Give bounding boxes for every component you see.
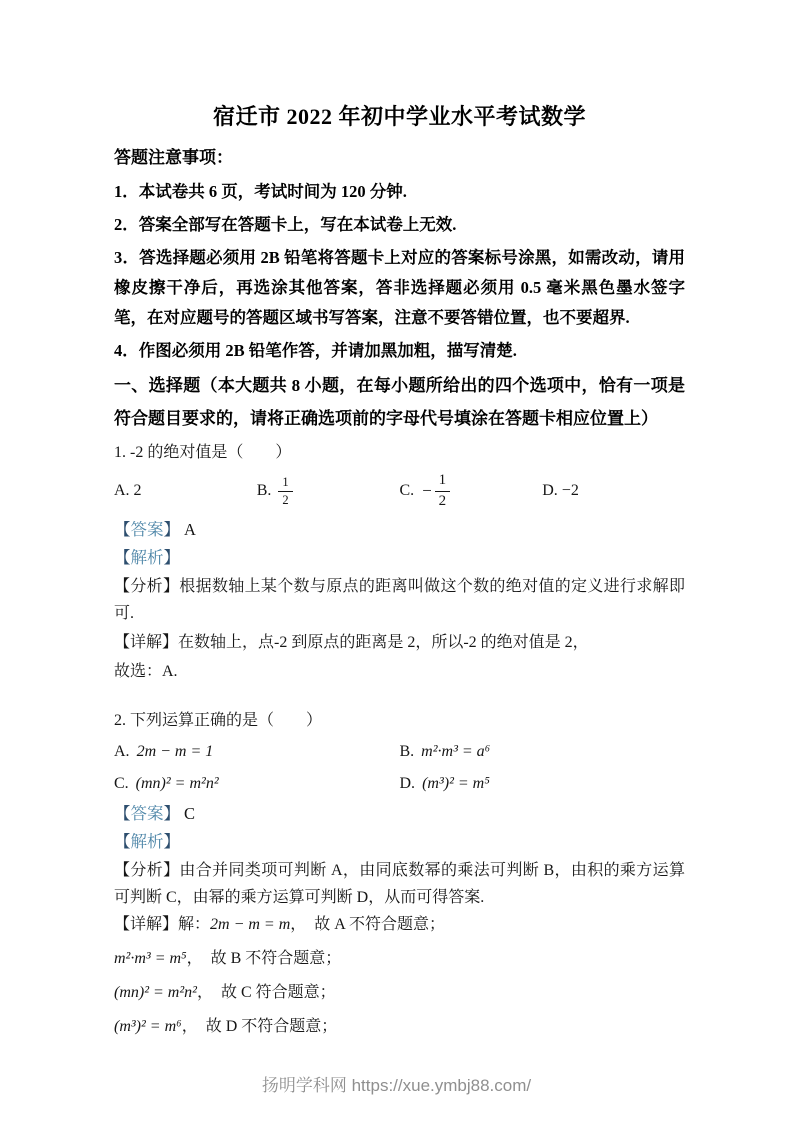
left-bracket: 【 [114,804,131,823]
right-bracket: 】 [163,548,180,567]
q1-conclusion-line: 故选：A. [114,663,178,680]
q2-detail-line-2 [114,947,685,971]
explain-label: 解析 [130,548,164,567]
page-title: 宿迁市 2022 年初中学业水平考试数学 [212,104,586,129]
q2-explain-line [114,829,685,855]
section-one-heading: 一、选择题（本大题共 8 小题，在每小题所给出的四个选项中，恰有一项是符合题目要求的，请将正确选项前的字母代号填涂在答题卡相应位置上） [114,376,685,428]
question-1-options-row [114,469,685,513]
q1-option-d [542,469,685,513]
q2-option-b [400,737,686,767]
question-2-options-row-1 [114,737,685,767]
q1-option-b-label: B. [256,482,272,499]
q1-option-c [400,469,543,513]
q2-detail-formula-2: m²·m³ = m⁵ [114,950,187,967]
fraction-one-half [278,475,292,507]
q2-option-b-label: B. [399,743,415,760]
q2-option-d-formula: (m³)² = m⁵ [422,775,490,792]
q1-explain-line [114,545,685,571]
left-bracket: 【 [114,548,131,567]
q2-detail-tail-2: ， 故 B 不符合题意； [186,950,342,967]
watermark-site-link: 扬明学科网 https://xue.ymbj88.com/ [261,1076,532,1095]
q2-detail-formula-1: 2m − m = m [210,916,291,933]
left-bracket: 【 [114,832,131,851]
q1-detail-line [114,629,685,656]
analysis-prefix: 【分析】 [114,862,180,879]
answer-label: 答案 [130,804,164,823]
notice-item-3: 3．答选择题必须用 2B 铅笔将答题卡上对应的答案标号涂黑，如需改动，请用橡皮擦干净后，再选涂其他答案，答非选择题必须用 0.5 毫米黑色墨水签字笔，在对应题号的答题区域书写答案，注意不要答错位置，也不要超界. [114,248,685,327]
notice-item-4: 4．作图必须用 2B 铅笔作答，并请加黑加粗，描写清楚. [114,341,517,360]
q2-detail-tail-1: ， 故 A 不符合题意； [290,916,445,933]
q2-analysis-text: 由合并同类项可判断 A，由同底数幂的乘法可判断 B，由积的乘方运算可判断 C，由幂的乘方运算可判断 D，从而可得答案. [114,862,685,906]
q2-option-a-label: A. [114,743,130,760]
answer-label: 答案 [130,520,164,539]
left-bracket: 【 [114,520,131,539]
question-1-stem: 1. -2 的绝对值是（ ） [114,444,292,461]
fraction-denominator: 2 [438,492,447,509]
q2-detail-line-4 [114,1015,685,1039]
notice-item-1: 1．本试卷共 6 页，考试时间为 120 分钟. [114,182,407,201]
q1-option-a-text: A. 2 [114,482,142,499]
q2-option-c [114,769,400,799]
q1-option-c-label: C. [399,482,415,499]
q1-option-d-text: D. −2 [542,482,579,499]
right-bracket: 】 [163,832,180,851]
q2-option-b-formula: m²·m³ = a⁶ [421,743,491,760]
q2-detail-tail-4: ， 故 D 不符合题意； [181,1018,338,1035]
fraction-numerator: 1 [435,472,451,491]
q2-option-c-formula: (mn)² = m²n² [135,775,219,792]
explain-label: 解析 [130,832,164,851]
minus-sign: − [421,481,433,500]
q1-option-a [114,469,257,513]
right-bracket: 】 [163,804,180,823]
q2-analysis-line [114,857,685,911]
q2-detail-formula-4: (m³)² = m⁶ [114,1018,182,1035]
notice-heading: 答题注意事项： [114,148,233,167]
fraction-numerator: 1 [278,475,292,491]
question-2-stem: 2. 下列运算正确的是（ ） [114,712,323,729]
q2-option-d-label: D. [399,775,416,792]
q1-analysis-line [114,573,685,627]
q2-option-a-formula: 2m − m = 1 [136,743,214,760]
detail-solve-prefix: 【详解】解： [114,916,211,933]
q2-detail-line-1 [114,913,685,937]
q2-detail-line-3 [114,981,685,1005]
notice-item-2: 2．答案全部写在答题卡上，写在本试卷上无效. [114,215,457,234]
q2-option-a [114,737,400,767]
q2-answer-letter: C [184,804,196,823]
fraction-denominator: 2 [282,492,289,507]
q1-answer-letter: A [184,520,196,539]
fraction-one-half [435,472,451,510]
q2-option-d [400,769,686,799]
question-spacer [114,687,685,703]
q2-detail-tail-3: ， 故 C 符合题意； [196,984,336,1001]
q1-analysis-text: 根据数轴上某个数与原点的距离叫做这个数的绝对值的定义进行求解即可. [114,578,685,622]
q2-option-c-label: C. [114,775,129,792]
detail-prefix: 【详解】 [114,634,179,651]
question-2-options-row-2 [114,769,685,799]
q1-option-b [257,469,400,513]
analysis-prefix: 【分析】 [114,578,180,595]
right-bracket: 】 [163,520,180,539]
watermark-footer [0,1071,793,1096]
q1-answer-line [114,517,685,543]
q1-detail-text: 在数轴上，点-2 到原点的距离是 2，所以-2 的绝对值是 2， [178,634,589,651]
q2-detail-formula-3: (mn)² = m²n² [114,984,197,1001]
q2-answer-line [114,801,685,827]
